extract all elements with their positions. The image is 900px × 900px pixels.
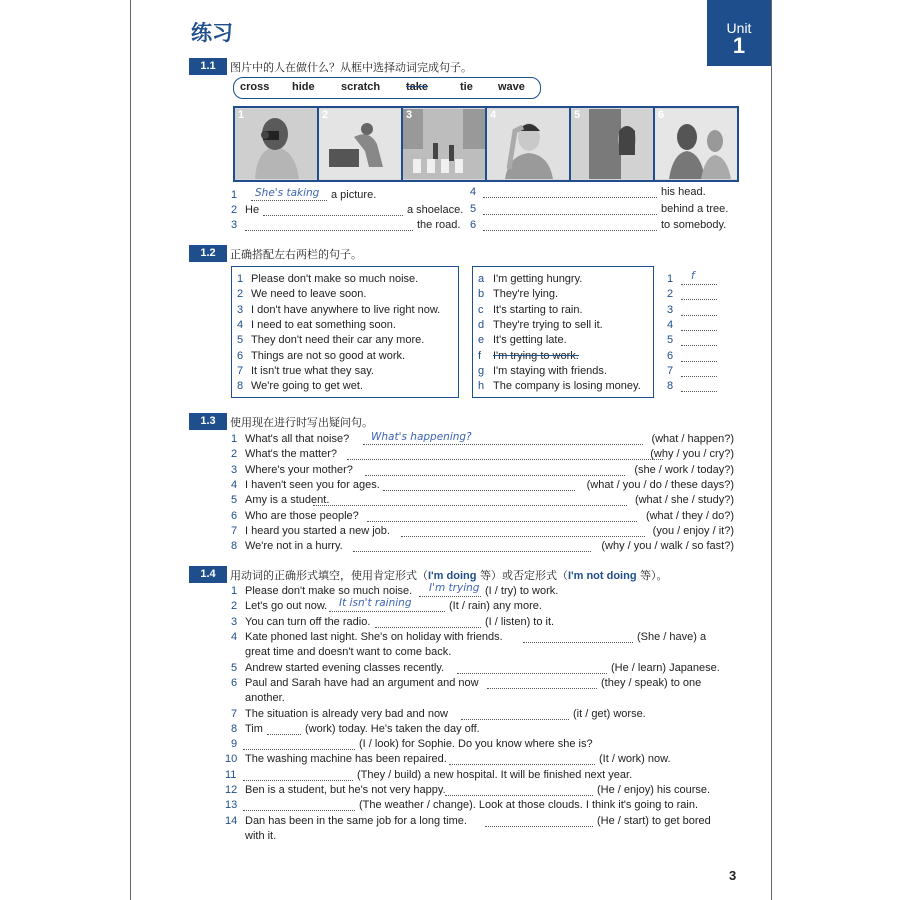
answer-line[interactable] — [243, 810, 355, 811]
sentence-text: (It / work) now. — [599, 753, 671, 765]
picture-4 — [487, 108, 569, 180]
sentence-text: (I / try) to work. — [485, 585, 559, 597]
item-number: 6 — [667, 349, 674, 362]
item-number: 2 — [237, 288, 244, 301]
answer-line[interactable] — [681, 345, 717, 346]
sentence-text: The company is losing money. — [493, 380, 641, 393]
verb-cue: (she / work / today?) — [634, 463, 734, 476]
unit-tab — [707, 0, 771, 66]
answer-line[interactable] — [347, 459, 663, 460]
sentence-text: great time and doesn't want to come back. — [245, 646, 452, 659]
answer-line[interactable] — [681, 391, 717, 392]
sentence-text: They're trying to sell it. — [493, 318, 603, 331]
exercise-badge-1-3: 1.3 — [189, 413, 227, 430]
item-letter: a — [478, 273, 485, 285]
sentence-text: They're lying. — [493, 288, 559, 301]
word-take: take — [406, 81, 429, 93]
word-cross: cross — [240, 81, 270, 93]
sentence-text: Please don't make so much noise. — [245, 585, 413, 597]
item-number: 8 — [231, 723, 238, 735]
answer-line[interactable] — [483, 197, 657, 198]
sentence-text: I haven't seen you for ages. — [245, 478, 380, 491]
item-number: 2 — [667, 288, 674, 301]
answer-line[interactable] — [681, 299, 717, 300]
item-letter: d — [478, 318, 485, 331]
item-number: 6 — [470, 219, 477, 231]
word-box — [233, 77, 541, 99]
sentence-text: Please don't make so much noise. — [251, 273, 419, 285]
item-letter: h — [478, 380, 485, 393]
sentence-text: Let's go out now. — [245, 600, 328, 612]
item-number: 14 — [225, 815, 238, 827]
exercise-1-3-instruction: 使用现在进行时写出疑问句。 — [230, 416, 373, 429]
item-number: 5 — [667, 334, 674, 347]
item-number: 3 — [231, 219, 238, 231]
picture-2 — [319, 108, 401, 180]
instruction-example: I'm doing — [428, 570, 477, 582]
answer-line — [329, 611, 445, 612]
answer-line[interactable] — [263, 215, 403, 216]
picture-6 — [655, 108, 737, 180]
sentence-text: I don't have anywhere to live right now. — [251, 303, 441, 316]
answer-line[interactable] — [681, 361, 717, 362]
sentence-text: (I / listen) to it. — [485, 616, 555, 628]
answer-line[interactable] — [483, 230, 657, 231]
sentence-text: He — [245, 204, 260, 216]
item-number: 3 — [667, 303, 674, 316]
answer-line[interactable] — [401, 536, 645, 537]
item-number: 4 — [231, 631, 238, 643]
sentence-text: with it. — [245, 830, 277, 843]
item-number: 12 — [225, 784, 238, 796]
item-letter: b — [478, 288, 485, 301]
sentence-text: (work) today. He's taken the day off. — [305, 723, 480, 735]
exercise-1-2-instruction: 正确搭配左右两栏的句子。 — [230, 248, 362, 261]
item-number: 1 — [667, 273, 674, 285]
item-number: 2 — [231, 204, 238, 216]
answer-line[interactable] — [353, 551, 591, 552]
picture-number: 3 — [406, 109, 413, 121]
picture-3 — [403, 108, 485, 180]
answer-line[interactable] — [681, 315, 717, 316]
sentence-text: (they / speak) to one — [601, 677, 702, 689]
unit-number: 1 — [732, 33, 746, 58]
item-number: 5 — [231, 662, 238, 674]
item-number: 7 — [667, 364, 674, 377]
right-sentences-box — [472, 266, 654, 398]
answer-line[interactable] — [267, 734, 301, 735]
man-tying-shoelace-illustration — [319, 108, 401, 180]
sentence-text: Amy is a student. — [245, 494, 330, 507]
item-number: 3 — [237, 303, 244, 316]
item-number: 6 — [231, 677, 238, 689]
item-number: 1 — [231, 189, 238, 201]
left-sentences-box — [231, 266, 459, 398]
item-number: 2 — [231, 448, 238, 461]
page-number: 3 — [729, 868, 737, 883]
picture-number: 1 — [238, 109, 245, 121]
answer-line[interactable] — [487, 688, 597, 689]
item-number: 10 — [225, 753, 238, 765]
sentence-text: I heard you started a new job. — [245, 524, 390, 537]
sentence-text: (They / build) a new hospital. It will be finished next year. — [357, 769, 633, 781]
sentence-text: a shoelace. — [407, 204, 464, 216]
answer-line[interactable] — [445, 795, 593, 796]
sentence-text: another. — [245, 692, 285, 705]
answer-line[interactable] — [457, 673, 607, 674]
handwritten-answer: I'm trying — [429, 582, 480, 594]
answer-line[interactable] — [523, 642, 633, 643]
answer-line[interactable] — [449, 764, 595, 765]
sentence-text: behind a tree. — [661, 203, 729, 215]
answer-line[interactable] — [483, 214, 657, 215]
item-number: 11 — [225, 769, 237, 781]
item-letter: g — [478, 364, 485, 377]
item-number: 8 — [231, 540, 238, 553]
item-number: 1 — [231, 585, 238, 597]
item-number: 4 — [470, 186, 477, 198]
sentence-text: (The weather / change). Look at those clouds. I think it's going to rain. — [359, 799, 699, 811]
word-hide: hide — [292, 81, 315, 93]
answer-line — [419, 596, 481, 597]
sentence-text: (He / enjoy) his course. — [597, 784, 711, 796]
item-number: 4 — [237, 318, 244, 331]
sentence-text: You can turn off the radio. — [245, 616, 371, 628]
item-letter: f — [478, 349, 482, 362]
sentence-text: (I / look) for Sophie. Do you know where she is? — [359, 738, 593, 750]
verb-cue: (what / she / study?) — [634, 494, 734, 507]
item-number: 6 — [231, 509, 238, 522]
sentence-text: Who are those people? — [245, 509, 359, 522]
sentence-text: Kate phoned last night. She's on holiday with friends. — [245, 631, 503, 643]
item-number: 1 — [237, 273, 244, 285]
sentence-text: Dan has been in the same job for a long time. — [245, 815, 467, 827]
picture-number: 4 — [490, 109, 497, 121]
sentence-text: to somebody. — [661, 219, 727, 231]
answer-line[interactable] — [681, 284, 717, 285]
sentence-text: Tim — [245, 723, 263, 735]
answer-line[interactable] — [461, 719, 569, 720]
exercise-badge-1-4: 1.4 — [189, 566, 227, 583]
verb-cue: (why / you / walk / so fast?) — [601, 540, 734, 553]
sentence-text: Andrew started evening classes recently. — [245, 662, 445, 674]
man-scratching-head-illustration — [487, 108, 569, 180]
sentence-text: (He / start) to get bored — [597, 815, 711, 827]
woman-hiding-behind-tree-illustration — [571, 108, 653, 180]
answer-line — [363, 444, 643, 445]
item-number: 7 — [231, 708, 238, 720]
woman-taking-photo-illustration — [235, 108, 317, 180]
instruction-part: 等）。 — [636, 569, 668, 582]
instruction-part: 用动词的正确形式填空，使用肯定形式（ — [230, 569, 428, 582]
item-number: 2 — [231, 600, 238, 612]
sentence-text: What's all that noise? — [245, 433, 350, 445]
picture-1 — [235, 108, 317, 180]
sentence-text: They don't need their car any more. — [251, 334, 425, 347]
sentence-text: the road. — [417, 219, 461, 231]
answer-line[interactable] — [485, 826, 593, 827]
sentence-text: The washing machine has been repaired. — [245, 753, 447, 765]
item-letter: c — [478, 303, 484, 316]
answer-line[interactable] — [313, 505, 627, 506]
exercise-1-1-instruction: 图片中的人在做什么？从框中选择动词完成句子。 — [230, 61, 472, 74]
item-number: 9 — [231, 738, 238, 750]
handwritten-answer: She's taking — [255, 187, 320, 199]
exercise-badge-1-2: 1.2 — [189, 245, 227, 262]
verb-cue: (why / you / cry?) — [650, 448, 734, 461]
sentence-text: Where's your mother? — [245, 463, 353, 476]
verb-cue: (what / they / do?) — [645, 509, 734, 522]
sentence-text: What's the matter? — [245, 448, 337, 461]
word-scratch: scratch — [341, 81, 381, 93]
picture-number: 6 — [658, 109, 665, 121]
item-number: 13 — [225, 799, 238, 811]
sentence-text: I need to eat something soon. — [251, 318, 396, 331]
item-number: 4 — [667, 318, 674, 331]
item-number: 7 — [231, 524, 238, 537]
handwritten-answer: f — [691, 270, 695, 282]
verb-cue: (you / enjoy / it?) — [652, 524, 734, 537]
word-tie: tie — [460, 81, 473, 93]
verb-cue: (what / happen?) — [651, 433, 734, 445]
item-number: 1 — [231, 433, 238, 445]
answer-line[interactable] — [243, 780, 353, 781]
item-number: 7 — [237, 364, 244, 377]
sentence-text: We're not in a hurry. — [245, 540, 343, 553]
verb-cue: (what / you / do / these days?) — [586, 478, 734, 491]
item-number: 5 — [237, 334, 244, 347]
instruction-part: 等）或否定形式（ — [476, 569, 568, 582]
instruction-example: I'm not doing — [567, 570, 637, 582]
sentence-text: Paul and Sarah have had an argument and now — [245, 677, 479, 689]
picture-number: 5 — [574, 109, 581, 121]
sentence-text: We need to leave soon. — [251, 288, 367, 301]
answer-line[interactable] — [245, 230, 413, 231]
answer-line[interactable] — [375, 627, 481, 628]
answer-line[interactable] — [365, 475, 625, 476]
answer-line[interactable] — [367, 521, 637, 522]
exercise-1-4-instruction — [230, 567, 668, 583]
picture-strip — [233, 106, 739, 182]
answer-line — [251, 200, 327, 201]
item-letter: e — [478, 334, 485, 347]
item-number: 6 — [237, 349, 244, 362]
people-crossing-road-illustration — [403, 108, 485, 180]
item-number: 4 — [231, 478, 238, 491]
page-title: 练习 — [191, 21, 233, 45]
people-waving-illustration — [655, 108, 737, 180]
sentence-text: Things are not so good at work. — [251, 349, 406, 362]
sentence-text: Ben is a student, but he's not very happy. — [245, 784, 446, 796]
item-number: 3 — [231, 463, 238, 476]
unit-label: Unit — [726, 20, 752, 36]
sentence-text: I'm staying with friends. — [493, 364, 607, 377]
handwritten-answer: What's happening? — [371, 431, 472, 443]
sentence-text: a picture. — [331, 189, 377, 201]
sentence-text: We're going to get wet. — [251, 380, 363, 393]
sentence-text: It's starting to rain. — [493, 303, 583, 316]
exercise-badge-1-1: 1.1 — [189, 58, 227, 75]
answer-line[interactable] — [383, 490, 575, 491]
sentence-text: (It / rain) any more. — [449, 600, 542, 612]
item-number: 3 — [231, 616, 238, 628]
item-number: 8 — [667, 380, 674, 393]
picture-5 — [571, 108, 653, 180]
picture-number: 2 — [322, 109, 329, 121]
sentence-text: (She / have) a — [637, 631, 707, 643]
sentence-text: It's getting late. — [493, 334, 567, 347]
word-wave: wave — [498, 81, 525, 93]
item-number: 8 — [237, 380, 244, 393]
handwritten-answer: It isn't raining — [339, 597, 412, 609]
sentence-text: The situation is already very bad and now — [245, 708, 449, 720]
sentence-text: (He / learn) Japanese. — [611, 662, 720, 674]
sentence-text: I'm trying to work. — [493, 349, 579, 362]
answer-line[interactable] — [681, 330, 717, 331]
answer-line[interactable] — [243, 749, 355, 750]
answer-line[interactable] — [681, 376, 717, 377]
workbook-page — [130, 0, 772, 900]
sentence-text: (it / get) worse. — [573, 708, 646, 720]
item-number: 5 — [231, 494, 238, 507]
sentence-text: It isn't true what they say. — [251, 364, 374, 377]
sentence-text: I'm getting hungry. — [493, 273, 583, 285]
item-number: 5 — [470, 203, 477, 215]
sentence-text: his head. — [661, 186, 706, 198]
